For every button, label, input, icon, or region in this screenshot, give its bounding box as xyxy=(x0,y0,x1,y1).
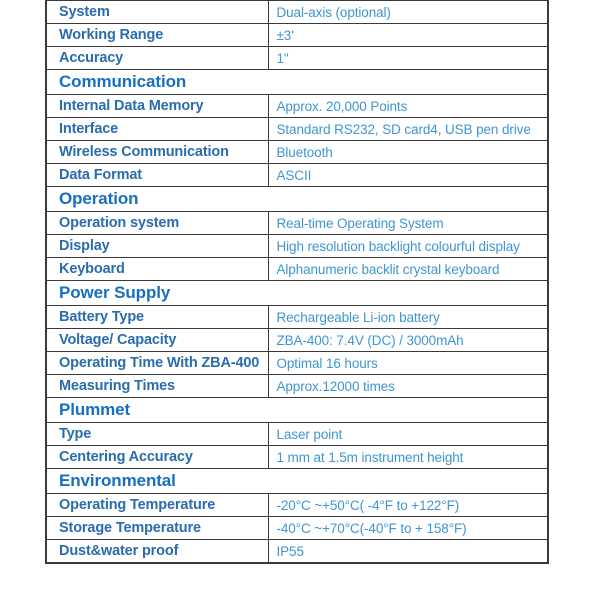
section-title: Power Supply xyxy=(46,281,548,306)
spec-value: Bluetooth xyxy=(268,141,548,164)
table-row xyxy=(46,375,548,398)
spec-label: Operating Temperature xyxy=(46,494,268,517)
spec-value: Real-time Operating System xyxy=(268,212,548,235)
table-row xyxy=(46,1,548,24)
spec-label: Data Format xyxy=(46,164,268,187)
table-row xyxy=(46,352,548,375)
section-row-power-supply xyxy=(46,281,548,306)
table-row xyxy=(46,446,548,469)
spec-value: ASCII xyxy=(268,164,548,187)
spec-label: Storage Temperature xyxy=(46,517,268,540)
section-title: Plummet xyxy=(46,398,548,423)
table-row xyxy=(46,329,548,352)
table-row xyxy=(46,517,548,540)
spec-value: -40°C ~+70°C(-40°F to + 158°F) xyxy=(268,517,548,540)
spec-label: Accuracy xyxy=(46,47,268,70)
spec-value: Dual-axis (optional) xyxy=(268,1,548,24)
spec-value: Approx. 20,000 Points xyxy=(268,95,548,118)
spec-value: Laser point xyxy=(268,423,548,446)
spec-value: 1 mm at 1.5m instrument height xyxy=(268,446,548,469)
table-row xyxy=(46,212,548,235)
spec-value: Approx.12000 times xyxy=(268,375,548,398)
spec-sheet xyxy=(45,0,547,564)
spec-value: Standard RS232, SD card4, USB pen drive xyxy=(268,118,548,141)
table-row xyxy=(46,47,548,70)
spec-table xyxy=(45,0,549,564)
table-row xyxy=(46,141,548,164)
section-title: Environmental xyxy=(46,469,548,494)
table-row xyxy=(46,540,548,564)
table-row xyxy=(46,118,548,141)
spec-label: Voltage/ Capacity xyxy=(46,329,268,352)
spec-value: IP55 xyxy=(268,540,548,564)
spec-value: Optimal 16 hours xyxy=(268,352,548,375)
section-row-plummet xyxy=(46,398,548,423)
table-row xyxy=(46,306,548,329)
section-title: Communication xyxy=(46,70,548,95)
spec-value: ±3' xyxy=(268,24,548,47)
section-row-operation xyxy=(46,187,548,212)
spec-value: Alphanumeric backlit crystal keyboard xyxy=(268,258,548,281)
table-row xyxy=(46,258,548,281)
spec-value: Rechargeable Li-ion battery xyxy=(268,306,548,329)
spec-value: High resolution backlight colourful display xyxy=(268,235,548,258)
spec-label: Battery Type xyxy=(46,306,268,329)
section-row-environmental xyxy=(46,469,548,494)
table-row xyxy=(46,24,548,47)
spec-label: Dust&water proof xyxy=(46,540,268,564)
spec-label: Display xyxy=(46,235,268,258)
spec-label: Working Range xyxy=(46,24,268,47)
spec-label: Centering Accuracy xyxy=(46,446,268,469)
table-row xyxy=(46,95,548,118)
spec-value: -20°C ~+50°C( -4°F to +122°F) xyxy=(268,494,548,517)
table-row xyxy=(46,494,548,517)
section-title: Operation xyxy=(46,187,548,212)
spec-label: Operating Time With ZBA-400 xyxy=(46,352,268,375)
spec-label: Interface xyxy=(46,118,268,141)
spec-label: Operation system xyxy=(46,212,268,235)
table-row xyxy=(46,235,548,258)
spec-label: System xyxy=(46,1,268,24)
spec-value: ZBA-400: 7.4V (DC) / 3000mAh xyxy=(268,329,548,352)
spec-label: Keyboard xyxy=(46,258,268,281)
spec-label: Internal Data Memory xyxy=(46,95,268,118)
spec-label: Wireless Communication xyxy=(46,141,268,164)
section-row-communication xyxy=(46,70,548,95)
spec-label: Type xyxy=(46,423,268,446)
table-row xyxy=(46,164,548,187)
table-row xyxy=(46,423,548,446)
spec-value: 1" xyxy=(268,47,548,70)
spec-label: Measuring Times xyxy=(46,375,268,398)
